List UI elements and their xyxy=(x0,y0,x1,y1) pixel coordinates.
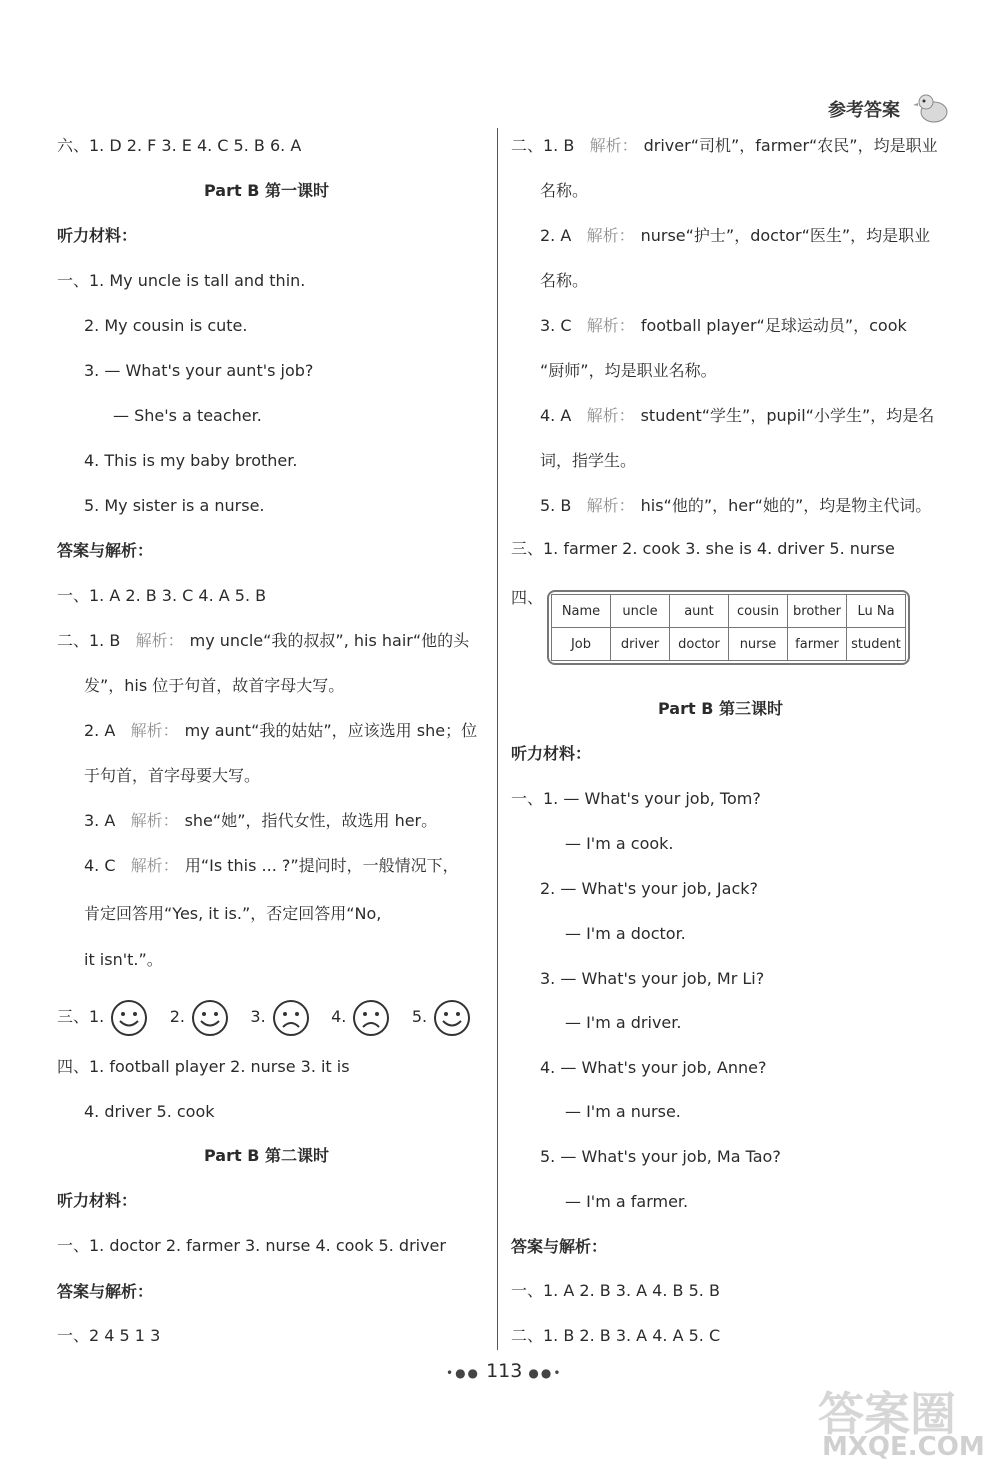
left-a4: — She's a teacher. xyxy=(113,406,262,425)
watermark-logo: 答案圈 xyxy=(818,1387,956,1441)
left-b1: 一、1. A 2. B 3. C 4. A 5. B xyxy=(57,586,267,605)
right-r1: 二、1. B 解析： driver“司机”，farmer“农民”，均是职业 xyxy=(511,136,938,155)
left-f1: 一、1. doctor 2. farmer 3. nurse 4. cook 5. driver xyxy=(57,1236,446,1255)
right-r3: 3. C 解析： football player“足球运动员”，cook xyxy=(540,316,907,335)
right-u3: 2. — What's your job, Jack? xyxy=(540,879,758,898)
left-c4: 4. C 解析： 用“Is this ... ?”提问时，一般情况下， xyxy=(84,856,459,875)
table-cell: brother xyxy=(788,595,847,628)
left-e1: 四、1. football player 2. nurse 3. it is xyxy=(57,1057,350,1076)
right-v1: 一、1. A 2. B 3. A 4. B 5. B xyxy=(511,1281,720,1300)
faces-row: 三、1. 2. 3. 4. 5. xyxy=(57,997,472,1038)
right-r2b: 名称。 xyxy=(540,271,589,290)
table-cell: doctor xyxy=(670,628,729,661)
section-heading-3: Part B 第三课时 xyxy=(658,699,783,718)
table-cell: Name xyxy=(552,595,611,628)
left-c4c: it isn't.”。 xyxy=(84,950,163,969)
left-a1: 一、1. My uncle is tall and thin. xyxy=(57,271,306,290)
right-u8: — I'm a nurse. xyxy=(565,1102,681,1121)
table-cell: cousin xyxy=(729,595,788,628)
right-r3b: “厨师”，均是职业名称。 xyxy=(540,361,717,380)
bird-icon xyxy=(912,88,952,128)
left-a5: 4. This is my baby brother. xyxy=(84,451,298,470)
answers-label-3: 答案与解析： xyxy=(511,1237,608,1256)
table-cell: Job xyxy=(552,628,611,661)
left-g1: 一、2 4 5 1 3 xyxy=(57,1326,161,1345)
right-u7: 4. — What's your job, Anne? xyxy=(540,1058,767,1077)
section-heading-2: Part B 第二课时 xyxy=(204,1146,329,1165)
left-c1: 二、1. B 解析： my uncle“我的叔叔”, his hair“他的头 xyxy=(57,631,470,650)
table-cell: student xyxy=(847,628,906,661)
right-r2: 2. A 解析： nurse“护士”，doctor“医生”，均是职业 xyxy=(540,226,931,245)
left-c3: 3. A 解析： she“她”，指代女性，故选用 her。 xyxy=(84,811,438,830)
right-r4b: 词，指学生。 xyxy=(540,451,637,470)
left-a3: 3. — What's your aunt's job? xyxy=(84,361,314,380)
header-title: 参考答案 xyxy=(828,100,900,121)
column-divider xyxy=(497,128,498,1350)
right-r1b: 名称。 xyxy=(540,181,589,200)
table-cell: farmer xyxy=(788,628,847,661)
table-cell: Lu Na xyxy=(847,595,906,628)
left-c4b: 肯定回答用“Yes, it is.”，否定回答用“No, xyxy=(84,904,382,923)
answers-label-1: 答案与解析： xyxy=(57,541,154,560)
listening-label-3: 听力材料： xyxy=(511,744,592,763)
right-u9: 5. — What's your job, Ma Tao? xyxy=(540,1147,781,1166)
section-heading-1: Part B 第一课时 xyxy=(204,181,329,200)
right-u5: 3. — What's your job, Mr Li? xyxy=(540,969,765,988)
sad-face-icon xyxy=(271,998,311,1038)
right-v2: 二、1. B 2. B 3. A 4. A 5. C xyxy=(511,1326,721,1345)
left-a2: 2. My cousin is cute. xyxy=(84,316,248,335)
right-u1: 一、1. — What's your job, Tom? xyxy=(511,789,761,808)
watermark-url: MXQE.COM xyxy=(822,1432,985,1462)
left-e2: 4. driver 5. cook xyxy=(84,1102,215,1121)
job-table xyxy=(547,590,910,665)
table-cell: driver xyxy=(611,628,670,661)
smiley-face-icon xyxy=(109,998,149,1038)
smiley-face-icon xyxy=(432,998,472,1038)
right-r4: 4. A 解析： student“学生”，pupil“小学生”，均是名 xyxy=(540,406,935,425)
right-u10: — I'm a farmer. xyxy=(565,1192,689,1211)
right-u2: — I'm a cook. xyxy=(565,834,674,853)
table-cell: aunt xyxy=(670,595,729,628)
sad-face-icon xyxy=(351,998,391,1038)
smiley-face-icon xyxy=(190,998,230,1038)
answers-label-2: 答案与解析： xyxy=(57,1282,154,1301)
right-u4: — I'm a doctor. xyxy=(565,924,686,943)
listening-label-1: 听力材料： xyxy=(57,226,138,245)
right-s1: 三、1. farmer 2. cook 3. she is 4. driver 5. nurse xyxy=(511,539,895,558)
left-c2b: 于句首，首字母要大写。 xyxy=(84,766,261,785)
page-number: •●● 113 ●●• xyxy=(446,1360,563,1382)
left-c1b: 发”，his 位于句首，故首字母大写。 xyxy=(84,676,345,695)
left-c2: 2. A 解析： my aunt“我的姑姑”，应该选用 she；位 xyxy=(84,721,478,740)
table-cell: uncle xyxy=(611,595,670,628)
right-u6: — I'm a driver. xyxy=(565,1013,682,1032)
left-line-1: 六、1. D 2. F 3. E 4. C 5. B 6. A xyxy=(57,136,302,155)
listening-label-2: 听力材料： xyxy=(57,1191,138,1210)
right-table-label: 四、 xyxy=(511,588,544,607)
table-cell: nurse xyxy=(729,628,788,661)
right-r5: 5. B 解析： his“他的”，her“她的”，均是物主代词。 xyxy=(540,496,932,515)
left-a6: 5. My sister is a nurse. xyxy=(84,496,265,515)
